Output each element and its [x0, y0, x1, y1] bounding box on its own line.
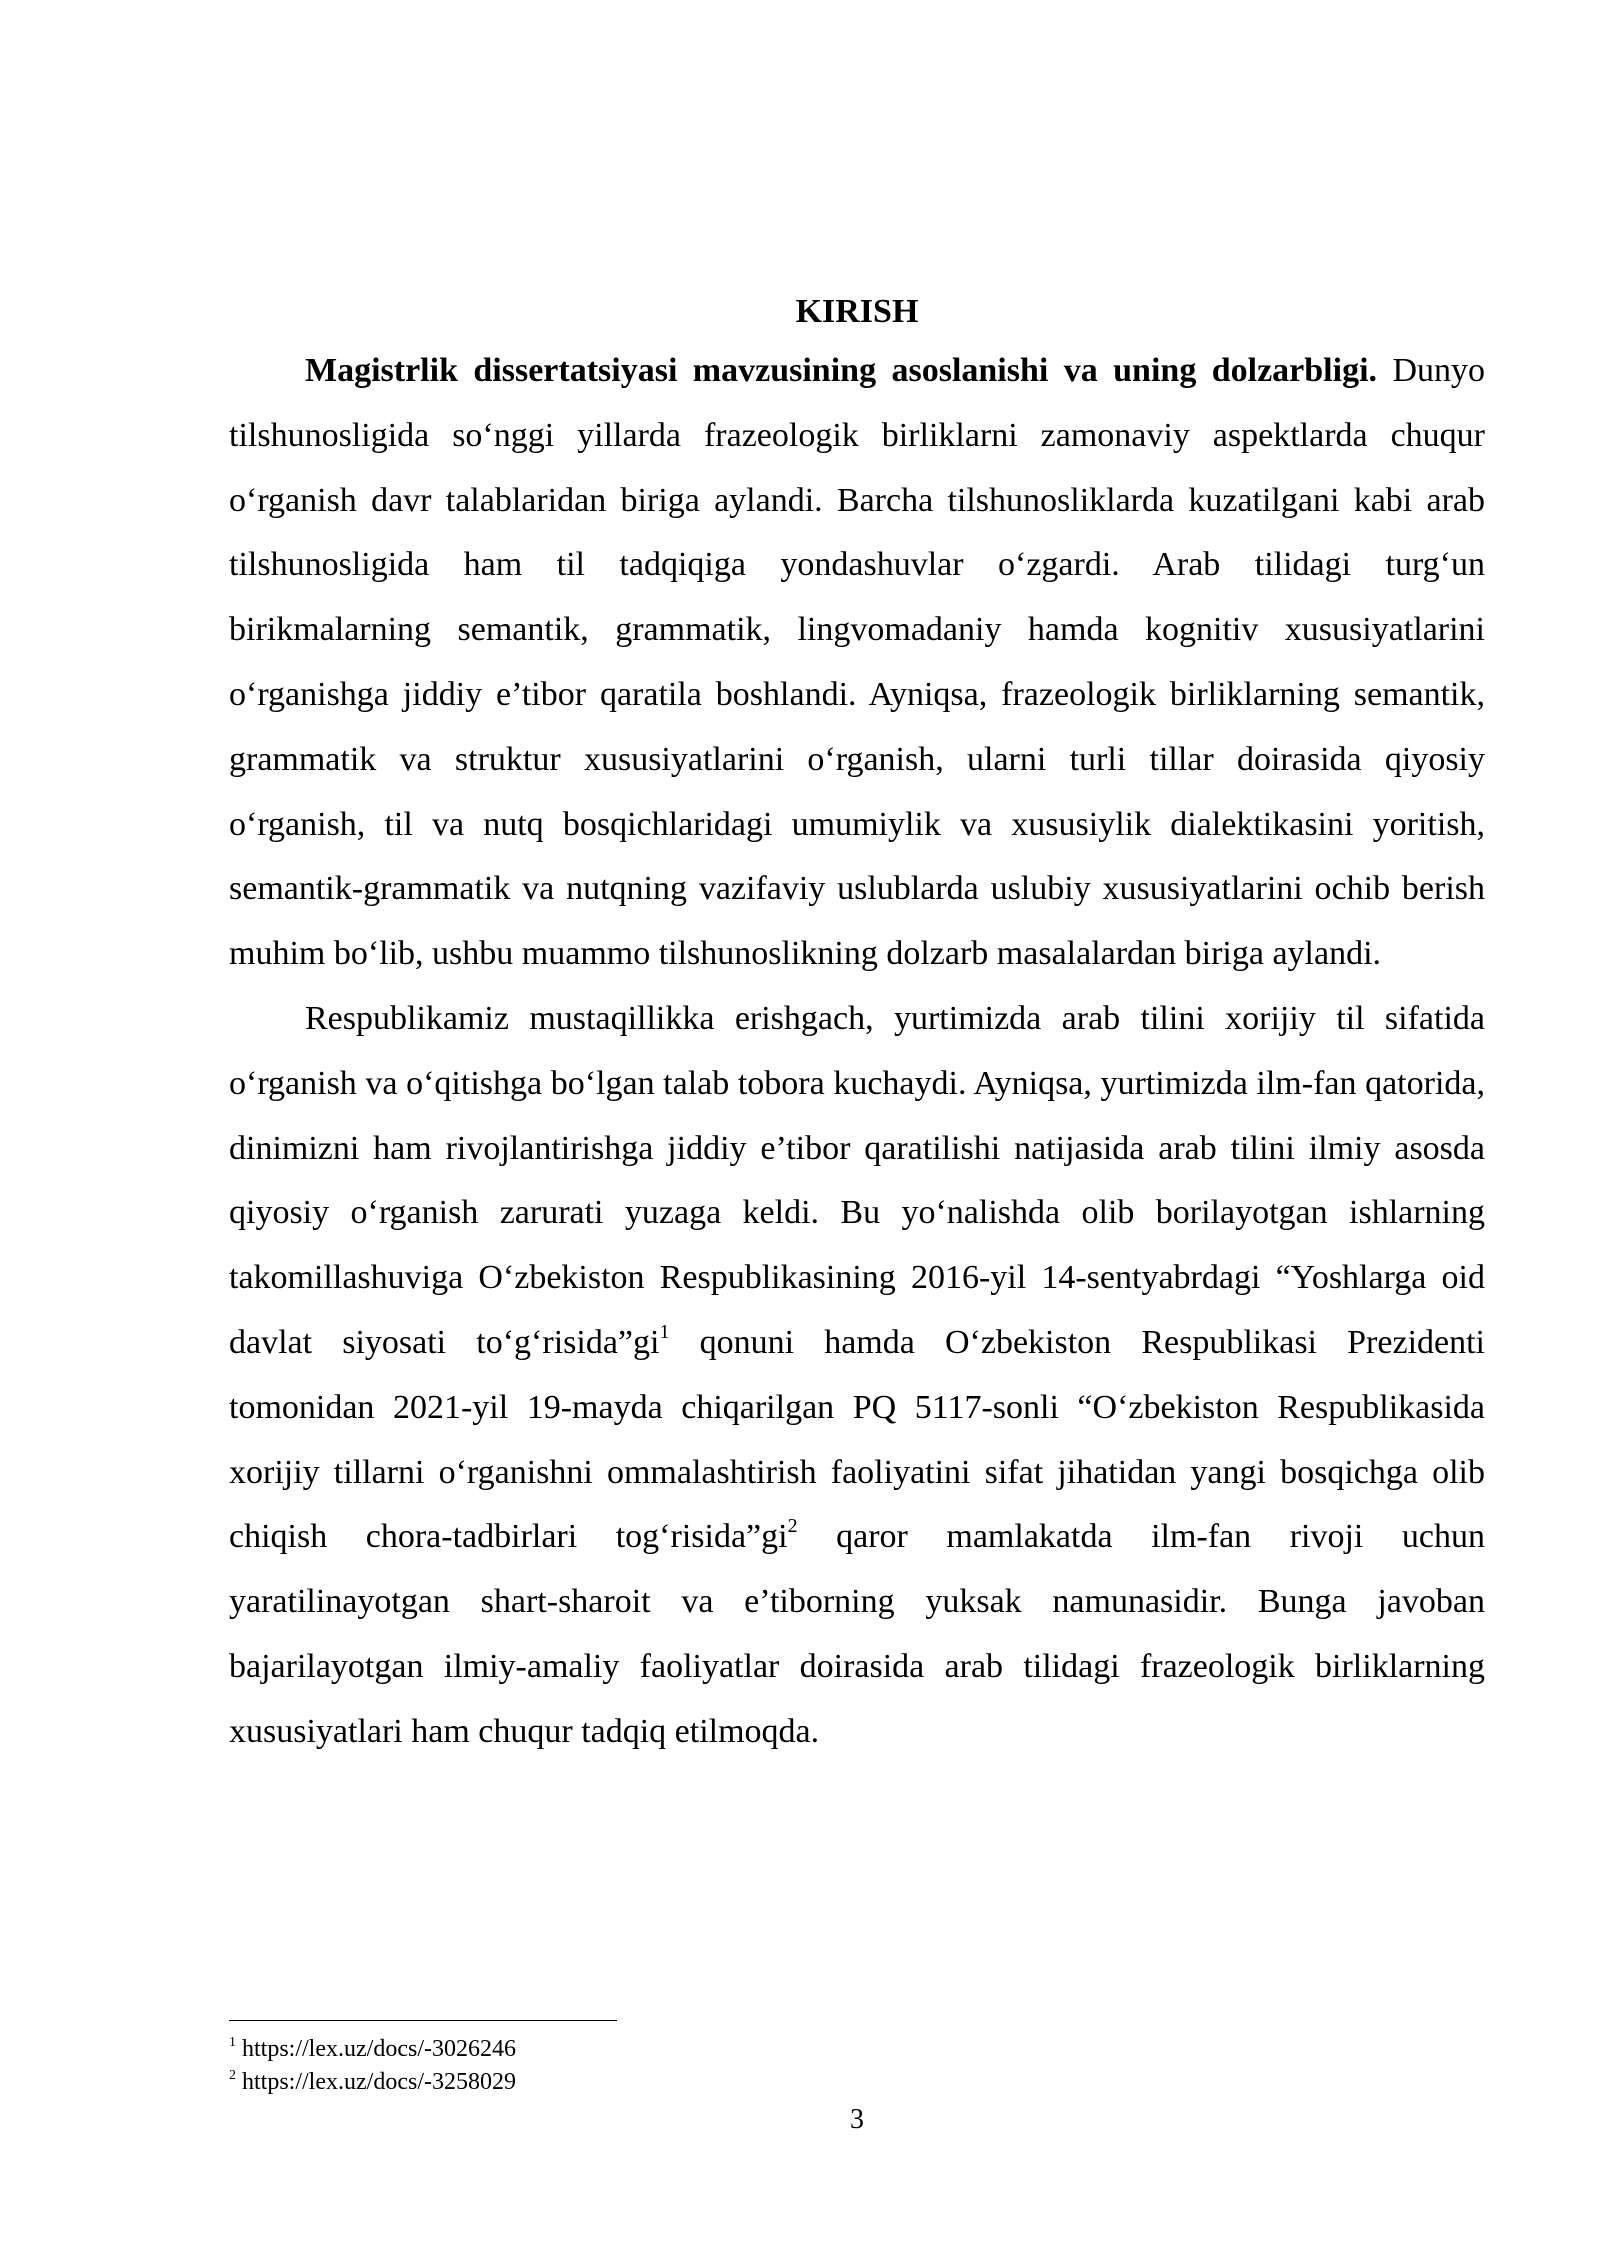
paragraph-bold-lead: Magistrlik dissertatsiyasi mavzusining asoslanishi va uning dolzarbligi.	[305, 352, 1378, 389]
paragraph-legislation	[229, 987, 1485, 1765]
footnote-number: 1	[229, 2035, 236, 2050]
footnotes	[229, 2020, 1485, 2099]
footnote-1	[229, 2033, 1485, 2066]
page-content	[229, 285, 1485, 1765]
footnote-ref-2[interactable]: 2	[787, 1515, 798, 1538]
footnote-link[interactable]: https://lex.uz/docs/-3258029	[236, 2069, 516, 2095]
paragraph-text-part2: qonuni hamda O‘zbekiston Respublikasi Prezidenti tomonidan 2021-yil 19-mayda chiqarilgan PQ 5117-sonli “O‘zbekiston Respublikasida xorijiy tillarni o‘rganishni ommalashtirish faoliyatini sifat jihatidan yangi bosqichga olib chiqish chora-tadbirlari tog‘risida”gi	[229, 1323, 1485, 1556]
paragraph-text-part3: qaror mamlakatda ilm-fan rivoji uchun yaratilinayotgan shart-sharoit va e’tiborning yuksak namunasidir. Bunga javoban bajarilayotgan ilmiy-amaliy faoliyatlar doirasida arab tilidagi frazeologik birliklarning xususiyatlari ham chuqur tadqiq etilmoqda.	[229, 1518, 1485, 1750]
paragraph-relevance	[229, 339, 1485, 987]
footnote-separator	[229, 2020, 617, 2021]
footnote-ref-1[interactable]: 1	[659, 1320, 670, 1343]
footnote-number: 2	[229, 2068, 236, 2083]
page-number: 3	[850, 2104, 864, 2135]
paragraph-text: Dunyo tilshunosligida so‘nggi yillarda frazeologik birliklarni zamonaviy aspektlarda chuqur o‘rganish davr talablaridan biriga aylandi. Barcha tilshunosliklarda kuzatilgani kabi arab tilshunosligida ham til tadqiqiga yondashuvlar o‘zgardi. Arab tilidagi turg‘un birikmalarning semantik, grammatik, lingvomadaniy hamda kognitiv xususiyatlarini o‘rganishga jiddiy e’tibor qaratila boshlandi. Ayniqsa, frazeologik birliklarning semantik, grammatik va struktur xususiyatlarini o‘rganish, ularni turli tillar doirasida qiyosiy o‘rganish, til va nutq bosqichlaridagi umumiylik va xususiylik dialektikasini yoritish, semantik-grammatik va nutqning vazifaviy uslublarda uslubiy xususiyatlarini ochib berish muhim bo‘lib, ushbu muammo tilshunoslikning dolzarb masalalardan biriga aylandi.	[229, 352, 1485, 973]
footnote-link[interactable]: https://lex.uz/docs/-3026246	[236, 2036, 516, 2062]
footnote-2	[229, 2066, 1485, 2099]
section-heading: KIRISH	[795, 293, 919, 330]
paragraph-text-part1: Respublikamiz mustaqillikka erishgach, yurtimizda arab tilini xorijiy til sifatida o‘rganish va o‘qitishga bo‘lgan talab tobora kuchaydi. Ayniqsa, yurtimizda ilm-fan qatorida, dinimizni ham rivojlantirishga jiddiy e’tibor qaratilishi natijasida arab tilini ilmiy asosda qiyosiy o‘rganish zarurati yuzaga keldi. Bu yo‘nalishda olib borilayotgan ishlarning takomillashuviga O‘zbekiston Respublikasining 2016-yil 14-sentyabrdagi “Yoshlarga oid davlat siyosati to‘g‘risida”gi	[229, 999, 1485, 1361]
